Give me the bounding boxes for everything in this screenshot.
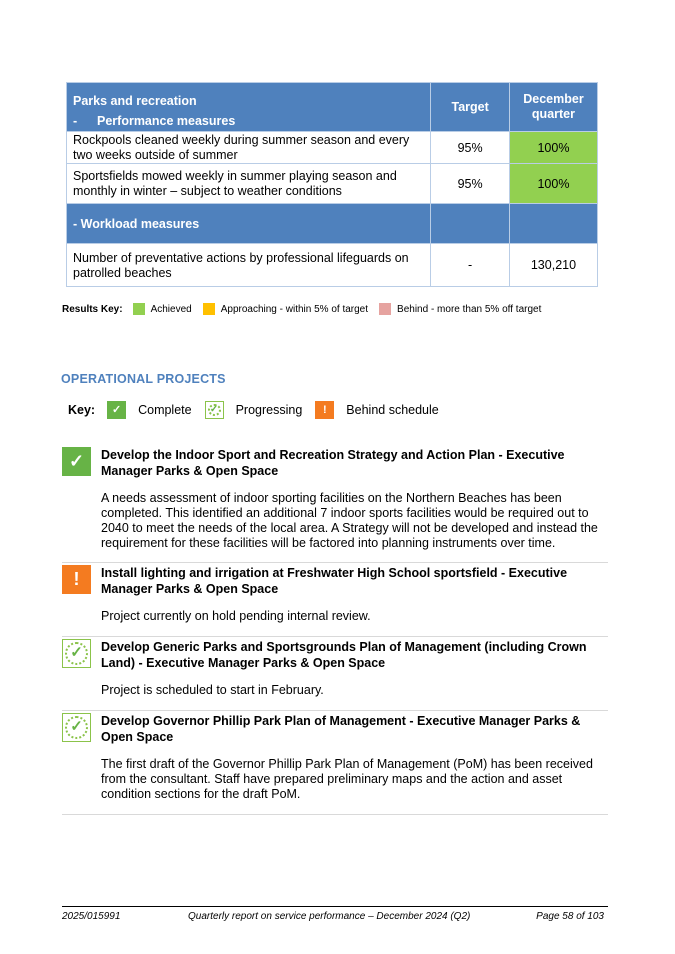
- divider: [62, 710, 608, 711]
- footer-ref: 2025/015991: [62, 911, 121, 922]
- workload-header-empty: [509, 204, 597, 244]
- behind-schedule-icon: !: [315, 401, 334, 419]
- divider: [62, 562, 608, 563]
- quarter-cell: 100%: [509, 132, 597, 164]
- header-subtitle: Performance measures: [97, 114, 236, 128]
- quarter-cell: 100%: [509, 164, 597, 204]
- footer-report-title: Quarterly report on service performance – December 2024 (Q2): [188, 911, 471, 922]
- table-row: [67, 244, 598, 287]
- measure-cell: Number of preventative actions by professional lifeguards on patrolled beaches: [67, 244, 431, 287]
- project-title: Develop Generic Parks and Sportsgrounds Plan of Management (including Crown Land) - Executive Manager Parks & Open Space: [101, 640, 587, 670]
- quarter-cell: 130,210: [509, 244, 597, 287]
- results-key-label: Results Key:: [62, 303, 123, 315]
- complete-icon: ✓: [107, 401, 126, 419]
- table-row: [67, 164, 598, 204]
- page-footer: [62, 906, 608, 922]
- project-title: Develop the Indoor Sport and Recreation Strategy and Action Plan - Executive Manager Parks & Open Space: [101, 448, 565, 478]
- key-behind-label: Behind schedule: [346, 403, 439, 417]
- achieved-label: Achieved: [150, 303, 192, 315]
- project-title: Develop Governor Phillip Park Plan of Management - Executive Manager Parks & Open Space: [101, 714, 581, 744]
- performance-table: [66, 82, 598, 287]
- results-key: [62, 303, 552, 315]
- measure-cell: Rockpools cleaned weekly during summer season and every two weeks outside of summer: [67, 132, 431, 164]
- footer-page-number: Page 58 of 103: [536, 911, 604, 922]
- header-subtitle-dash: -: [73, 114, 78, 128]
- key-progressing-label: Progressing: [235, 403, 303, 417]
- project-body: The first draft of the Governor Phillip Park Plan of Management (PoM) has been received from the consultant. Staff have prepared preliminary maps and the action and asset condition sections for the draft PoM.: [101, 757, 593, 801]
- project-item: [62, 447, 608, 551]
- measure-cell: Sportsfields mowed weekly in summer playing season and monthly in winter – subject to weather conditions: [67, 164, 431, 204]
- project-body: A needs assessment of indoor sporting facilities on the Northern Beaches has been completed. This identified an additional 7 indoor sports facilities would be required out to 2040 to meet the needs of the local area. A Strategy will not be developed and instead the requirement for these facilities will be factored into planning instruments over time.: [101, 491, 598, 550]
- project-item: [62, 565, 608, 624]
- target-cell: -: [431, 244, 510, 287]
- header-subtitle-line: [73, 111, 424, 131]
- complete-icon: ✓: [62, 447, 91, 476]
- workload-header-row: [67, 204, 598, 244]
- key-label: Key:: [68, 403, 96, 417]
- target-cell: 95%: [431, 132, 510, 164]
- behind-swatch: [379, 303, 391, 315]
- key-complete-label: Complete: [138, 403, 192, 417]
- progressing-icon: ✓: [205, 401, 224, 419]
- workload-header: - Workload measures: [67, 204, 431, 244]
- divider: [62, 814, 608, 815]
- status-key: [68, 401, 452, 419]
- behind-schedule-icon: !: [62, 565, 91, 594]
- table-row: [67, 132, 598, 164]
- progressing-icon: ✓: [62, 639, 91, 668]
- target-cell: 95%: [431, 164, 510, 204]
- workload-header-empty: [431, 204, 510, 244]
- header-quarter: December quarter: [509, 83, 597, 132]
- approaching-swatch: [203, 303, 215, 315]
- project-item: [62, 713, 608, 802]
- behind-label: Behind - more than 5% off target: [397, 303, 542, 315]
- project-item: [62, 639, 608, 698]
- header-title: Parks and recreation: [73, 94, 197, 108]
- project-title: Install lighting and irrigation at Freshwater High School sportsfield - Executive Manager Parks & Open Space: [101, 566, 568, 596]
- project-body: Project is scheduled to start in February.: [101, 683, 324, 697]
- section-title: OPERATIONAL PROJECTS: [61, 372, 226, 386]
- achieved-swatch: [133, 303, 145, 315]
- table-header-row: [67, 83, 598, 132]
- approaching-label: Approaching - within 5% of target: [220, 303, 369, 315]
- header-target: Target: [431, 83, 510, 132]
- project-body: Project currently on hold pending internal review.: [101, 609, 371, 623]
- header-section-cell: [67, 83, 431, 132]
- divider: [62, 636, 608, 637]
- progressing-icon: ✓: [62, 713, 91, 742]
